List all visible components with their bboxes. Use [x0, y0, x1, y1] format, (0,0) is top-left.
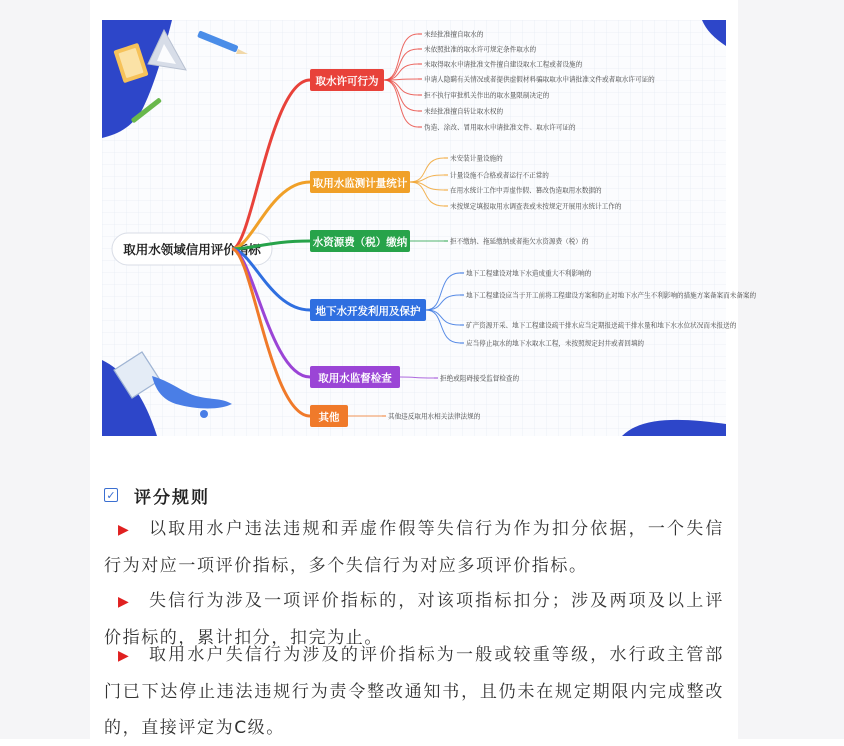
- mindmap-leaf-text: 未依照批准的取水许可规定条件取水的: [424, 45, 537, 54]
- mindmap-branch-label: 其他: [318, 411, 340, 424]
- mindmap-branch-label: 地下水开发利用及保护: [315, 305, 421, 318]
- mindmap-leaf-text: 未经批准擅自转让取水权的: [424, 107, 504, 116]
- mindmap-leaf-text: 应当停止取水的地下水取水工程，未按照规定封井或者回填的: [466, 339, 645, 348]
- mindmap-leaf-text: 矿产资源开采、地下工程建设疏干排水应当定期报送疏干排水量和地下水水位状况而未报送的: [466, 321, 737, 330]
- rule-paragraph-2: ▶ 失信行为涉及一项评价指标的，对该项指标扣分；涉及两项及以上评价指标的，累计扣分，扣完为止。: [104, 591, 725, 648]
- mindmap-root-label: 取用水领域信用评价指标: [123, 242, 261, 257]
- mindmap-leaf-text: 伪造、涂改、冒用取水申请批准文件、取水许可证的: [424, 123, 576, 132]
- rules-heading: [104, 483, 210, 507]
- mindmap-leaf-text: 地下工程建设对地下水造成重大不利影响的: [466, 269, 592, 278]
- mindmap-leaf-text: 拒绝或阻碍接受监督检查的: [440, 374, 520, 383]
- mindmap-leaf-text: 拒不执行审批机关作出的取水量限制决定的: [424, 91, 550, 100]
- mindmap-leaf-text: 拒不缴纳、拖延缴纳或者拖欠水资源费（税）的: [450, 237, 589, 246]
- mindmap-leaf-text: 申请人隐瞒有关情况或者提供虚假材料骗取取水申请批准文件或者取水许可证的: [424, 75, 655, 84]
- mindmap-branch-label: 取用水监测计量统计: [312, 177, 408, 190]
- mindmap-image: [102, 20, 757, 436]
- mindmap-leaf-text: 其他违反取用水相关法律法规的: [388, 412, 481, 421]
- mindmap-leaf-text: 计量设施不合格或者运行不正常的: [450, 171, 549, 180]
- mindmap-leaf-text: 在用水统计工作中弄虚作假、篡改伪造取用水数据的: [450, 186, 602, 195]
- checkbox-icon: ✓: [104, 488, 118, 502]
- arrow-right-icon: ▶: [118, 594, 131, 610]
- rule-paragraph-3: ▶ 取用水户失信行为涉及的评价指标为一般或较重等级，水行政主管部门已下达停止违法违规行为责令整改通知书，且仍未在规定期限内完成整改的，直接评定为C级。: [104, 645, 725, 738]
- rule-paragraph-1: ▶ 以取用水户违法违规和弄虚作假等失信行为作为扣分依据，一个失信行为对应一项评价指标，多个失信行为对应多项评价指标。: [104, 519, 725, 576]
- mindmap-branch-label: 水资源费（税）缴纳: [312, 236, 408, 249]
- mindmap-leaf-text: 未安装计量设施的: [450, 154, 503, 163]
- arrow-right-icon: ▶: [118, 648, 131, 664]
- mindmap-leaf-text: 未取得取水申请批准文件擅自建设取水工程或者设施的: [424, 60, 583, 69]
- mindmap-leaf-text: 未按规定填报取用水调查表或未按规定开展用水统计工作的: [450, 202, 622, 211]
- mindmap-leaf-text: 地下工程建设应当于开工前将工程建设方案和防止对地下水产生不利影响的措施方案备案而未备案的: [466, 291, 757, 300]
- rules-title: 评分规则: [134, 487, 210, 508]
- mindmap-leaf-text: 未经批准擅自取水的: [424, 30, 484, 39]
- mindmap-branch-label: 取用水监督检查: [318, 372, 392, 385]
- arrow-right-icon: ▶: [118, 522, 131, 538]
- mindmap-branch-label: 取水许可行为: [315, 75, 379, 88]
